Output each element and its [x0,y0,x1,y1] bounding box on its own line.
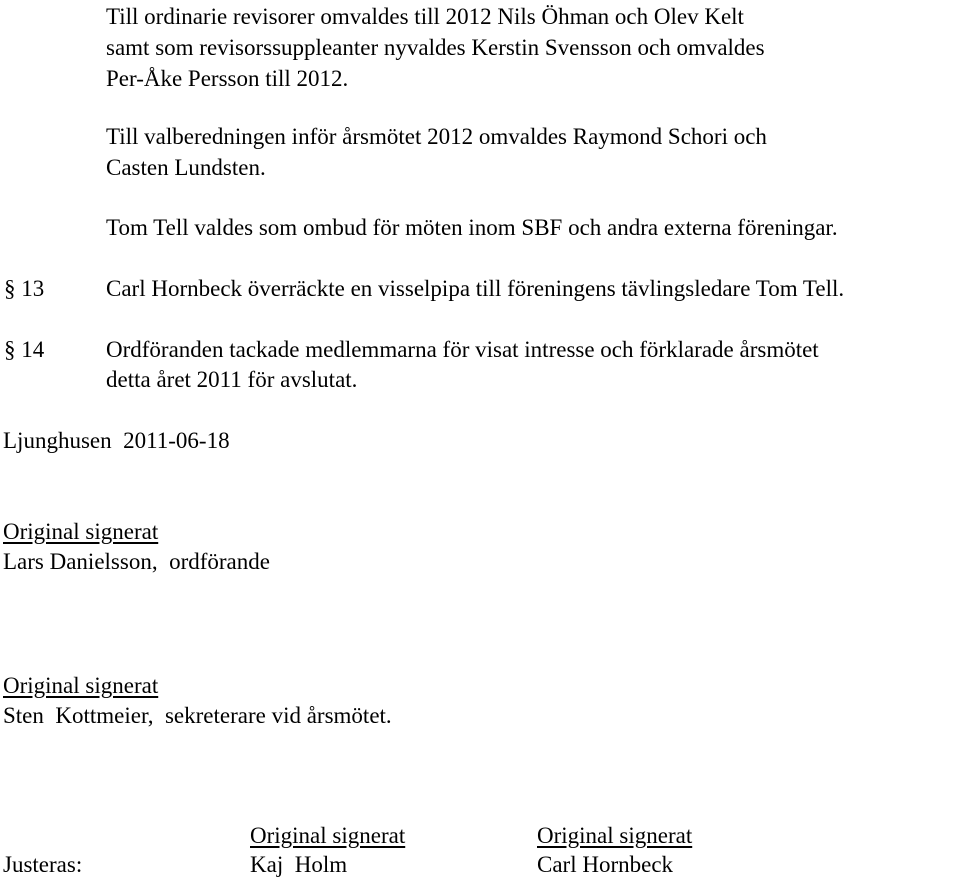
signature-2-signed: Original signerat [3,673,159,698]
paragraph-auditors-line-1: Till ordinarie revisorer omvaldes till 2012 Nils Öhman och Olev Kelt [106,4,744,29]
justeras-label: Justeras: [3,852,83,877]
justeras-signer-2-name: Carl Hornbeck [537,852,674,877]
paragraph-auditors-line-3: Per-Åke Persson till 2012. [106,66,349,91]
justeras-signer-2-signed: Original signerat [537,823,693,848]
section-14-text-line-2: detta året 2011 för avslutat. [106,367,358,392]
signature-1-name: Lars Danielsson, ordförande [3,549,270,574]
paragraph-delegate: Tom Tell valdes som ombud för möten inom SBF och andra externa föreningar. [106,215,838,240]
paragraph-nomination-line-1: Till valberedningen inför årsmötet 2012 omvaldes Raymond Schori och [106,124,767,149]
justeras-signer-1-name: Kaj Holm [250,852,348,877]
section-13-text: Carl Hornbeck överräckte en visselpipa till föreningens tävlingsledare Tom Tell. [106,276,845,301]
section-number-14: § 14 [4,337,45,362]
place-date: Ljunghusen 2011-06-18 [3,428,230,453]
section-14-text-line-1: Ordföranden tackade medlemmarna för visat intresse och förklarade årsmötet [106,337,819,362]
section-number-13: § 13 [4,276,45,301]
signature-2-name: Sten Kottmeier, sekreterare vid årsmötet. [3,703,392,728]
paragraph-nomination-line-2: Casten Lundsten. [106,155,266,180]
paragraph-auditors-line-2: samt som revisorssuppleanter nyvaldes Kerstin Svensson och omvaldes [106,35,765,60]
justeras-signer-1-signed: Original signerat [250,823,406,848]
signature-1-signed: Original signerat [3,519,159,544]
